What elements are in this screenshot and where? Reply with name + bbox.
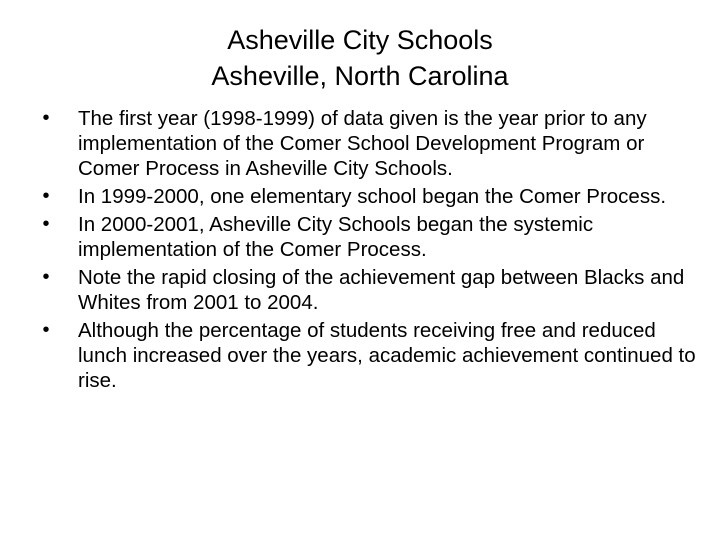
bullet-icon: • <box>42 213 50 235</box>
bullet-item <box>36 212 696 262</box>
bullet-icon: • <box>42 107 50 129</box>
bullet-icon: • <box>42 319 50 341</box>
bullet-text: Note the rapid closing of the achievement gap between Blacks and Whites from 2001 to 2004. <box>78 266 685 314</box>
bullet-text: Although the percentage of students receiving free and reduced lunch increased over the years, academic achievement continued to rise. <box>78 319 696 392</box>
bullet-icon: • <box>42 266 50 288</box>
bullet-item <box>36 265 696 315</box>
bullet-item <box>36 106 696 181</box>
bullet-list <box>36 106 696 396</box>
slide-title <box>0 22 720 94</box>
bullet-text: In 1999-2000, one elementary school began the Comer Process. <box>78 185 667 208</box>
bullet-item <box>36 318 696 393</box>
bullet-item <box>36 184 696 209</box>
bullet-text: The first year (1998-1999) of data given is the year prior to any implementation of the Comer School Development Program or Comer Process in Asheville City Schools. <box>78 107 647 180</box>
bullet-icon: • <box>42 185 50 207</box>
title-line-1: Asheville City Schools <box>227 25 493 55</box>
bullet-text: In 2000-2001, Asheville City Schools began the systemic implementation of the Comer Process. <box>78 213 594 261</box>
title-line-2: Asheville, North Carolina <box>211 61 509 91</box>
